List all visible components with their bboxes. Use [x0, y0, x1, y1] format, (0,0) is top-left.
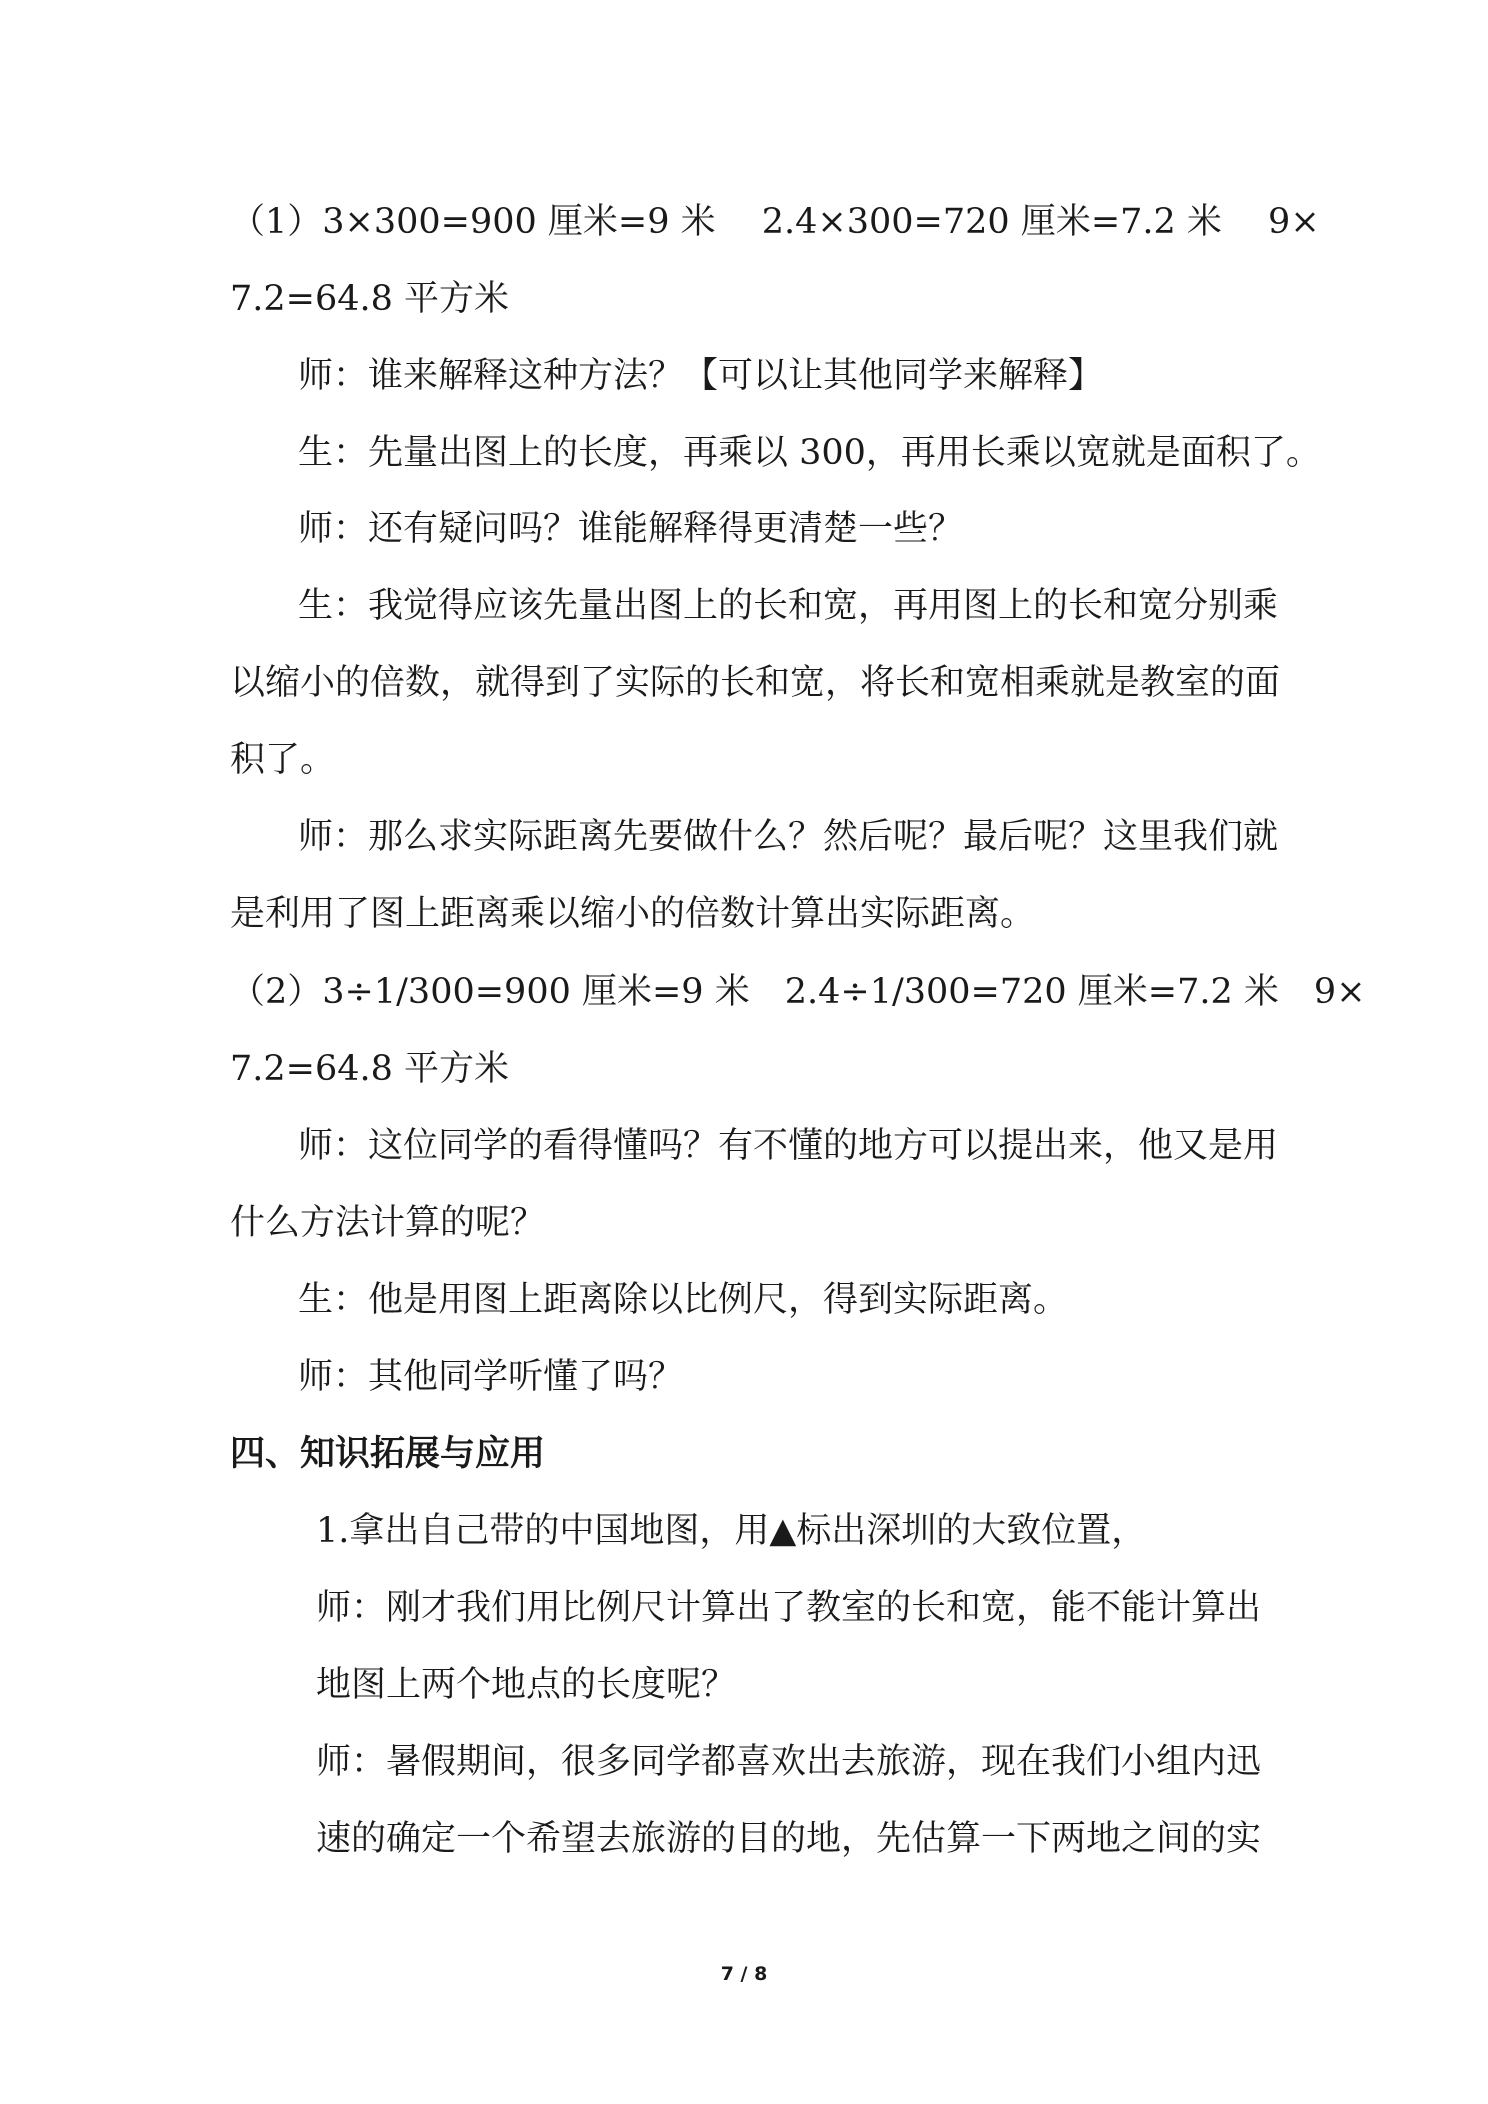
text-line: 师：刚才我们用比例尺计算出了教室的长和宽，能不能计算出	[316, 1588, 1262, 1628]
text-line: 什么方法计算的呢？	[230, 1203, 546, 1243]
page-number: 7 / 8	[720, 1963, 768, 1985]
text-line: 生：我觉得应该先量出图上的长和宽，再用图上的长和宽分别乘	[298, 586, 1279, 626]
text-line: 师：那么求实际距离先要做什么？然后呢？最后呢？这里我们就	[298, 817, 1279, 857]
text-line: 积了。	[230, 740, 336, 780]
text-line: （2）3÷1/300=900 厘米=9 米 2.4÷1/300=720 厘米=7.2 米 9×	[230, 972, 1366, 1012]
text-line: 以缩小的倍数，就得到了实际的长和宽，将长和宽相乘就是教室的面	[230, 663, 1281, 703]
text-line: 地图上两个地点的长度呢？	[316, 1665, 737, 1705]
text-line: 师：暑假期间，很多同学都喜欢出去旅游，现在我们小组内迅	[316, 1742, 1262, 1782]
text-line: 1.拿出自己带的中国地图，用▲标出深圳的大致位置，	[316, 1511, 1147, 1551]
text-line: 7.2=64.8 平方米	[230, 1049, 510, 1089]
text-line: 速的确定一个希望去旅游的目的地，先估算一下两地之间的实	[316, 1819, 1262, 1859]
text-line: 7.2=64.8 平方米	[230, 279, 510, 319]
text-line: 是利用了图上距离乘以缩小的倍数计算出实际距离。	[230, 894, 1036, 934]
text-line: （1）3×300=900 厘米=9 米 2.4×300=720 厘米=7.2 米 9×	[230, 202, 1320, 242]
text-line: 生：他是用图上距离除以比例尺，得到实际距离。	[298, 1280, 1069, 1320]
section-heading: 四、知识拓展与应用	[230, 1433, 546, 1474]
text-line: 师：谁来解释这种方法？【可以让其他同学来解释】	[298, 356, 1104, 396]
text-line: 师：这位同学的看得懂吗？有不懂的地方可以提出来，他又是用	[298, 1126, 1279, 1166]
text-line: 师：还有疑问吗？谁能解释得更清楚一些？	[298, 509, 964, 549]
text-line: 师：其他同学听懂了吗？	[298, 1357, 684, 1397]
text-line: 生：先量出图上的长度，再乘以 300，再用长乘以宽就是面积了。	[298, 433, 1321, 473]
